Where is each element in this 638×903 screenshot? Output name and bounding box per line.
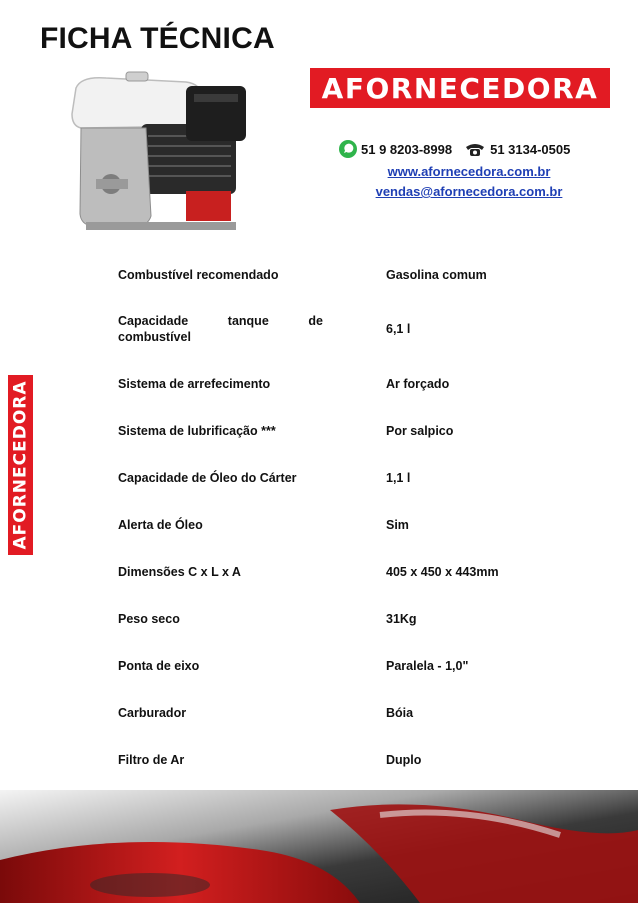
- email-link[interactable]: vendas@afornecedora.com.br: [375, 184, 563, 199]
- spec-label: Combustível recomendado: [118, 267, 279, 282]
- spec-label: Capacidade de Óleo do Cárter: [118, 470, 297, 485]
- spec-label: Peso seco: [118, 611, 180, 626]
- spec-value: 1,1 l: [386, 470, 411, 485]
- spec-value: Gasolina comum: [386, 267, 487, 282]
- spec-label: Sistema de arrefecimento: [118, 376, 271, 391]
- spec-row: [118, 548, 518, 595]
- spec-value: 405 x 450 x 443mm: [386, 564, 499, 579]
- spec-row: [118, 595, 518, 642]
- spec-row: [118, 501, 518, 548]
- spec-value: Ar forçado: [386, 376, 450, 391]
- spec-label: Alerta de Óleo: [118, 517, 203, 532]
- spec-label: Ponta de eixo: [118, 658, 200, 673]
- telephone-icon: [464, 141, 486, 157]
- spec-value: Paralela - 1,0": [386, 658, 469, 673]
- spec-row: [118, 251, 518, 298]
- brand-logo: AFORNECEDORA: [310, 68, 610, 108]
- spec-row: [118, 689, 518, 736]
- website-link[interactable]: www.afornecedora.com.br: [387, 164, 551, 179]
- whatsapp-number: 51 9 8203-8998: [361, 141, 453, 157]
- spec-value: Por salpico: [386, 423, 454, 438]
- phone-line: [338, 136, 618, 162]
- page-title: FICHA TÉCNICA: [40, 22, 275, 55]
- spec-row: [118, 360, 518, 407]
- engine-closeup-photo: [0, 790, 638, 903]
- spec-row: [118, 736, 518, 783]
- spec-label: Capacidade tanque de combustível: [118, 314, 323, 344]
- spec-label: Sistema de lubrificação ***: [118, 423, 276, 438]
- spec-value: Sim: [386, 517, 409, 532]
- spec-value: Duplo: [386, 752, 422, 767]
- spec-row: [118, 407, 518, 454]
- spec-row: [118, 454, 518, 501]
- side-brand-logo: [8, 375, 33, 555]
- spec-value: 31Kg: [386, 611, 417, 626]
- phone-number: 51 3134-0505: [490, 141, 571, 157]
- spec-label: Filtro de Ar: [118, 752, 185, 767]
- spec-label: Dimensões C x L x A: [118, 564, 241, 579]
- whatsapp-icon: [338, 139, 358, 159]
- spec-label: Carburador: [118, 705, 187, 720]
- spec-value: Bóia: [386, 705, 414, 720]
- spec-row: [118, 298, 518, 360]
- spec-row: [118, 642, 518, 689]
- contact-block: [338, 136, 618, 199]
- engine-image: [36, 66, 271, 236]
- side-logo-text: AFORNECEDORA: [10, 380, 31, 550]
- spec-value: 6,1 l: [386, 322, 411, 336]
- spec-table: [118, 251, 518, 783]
